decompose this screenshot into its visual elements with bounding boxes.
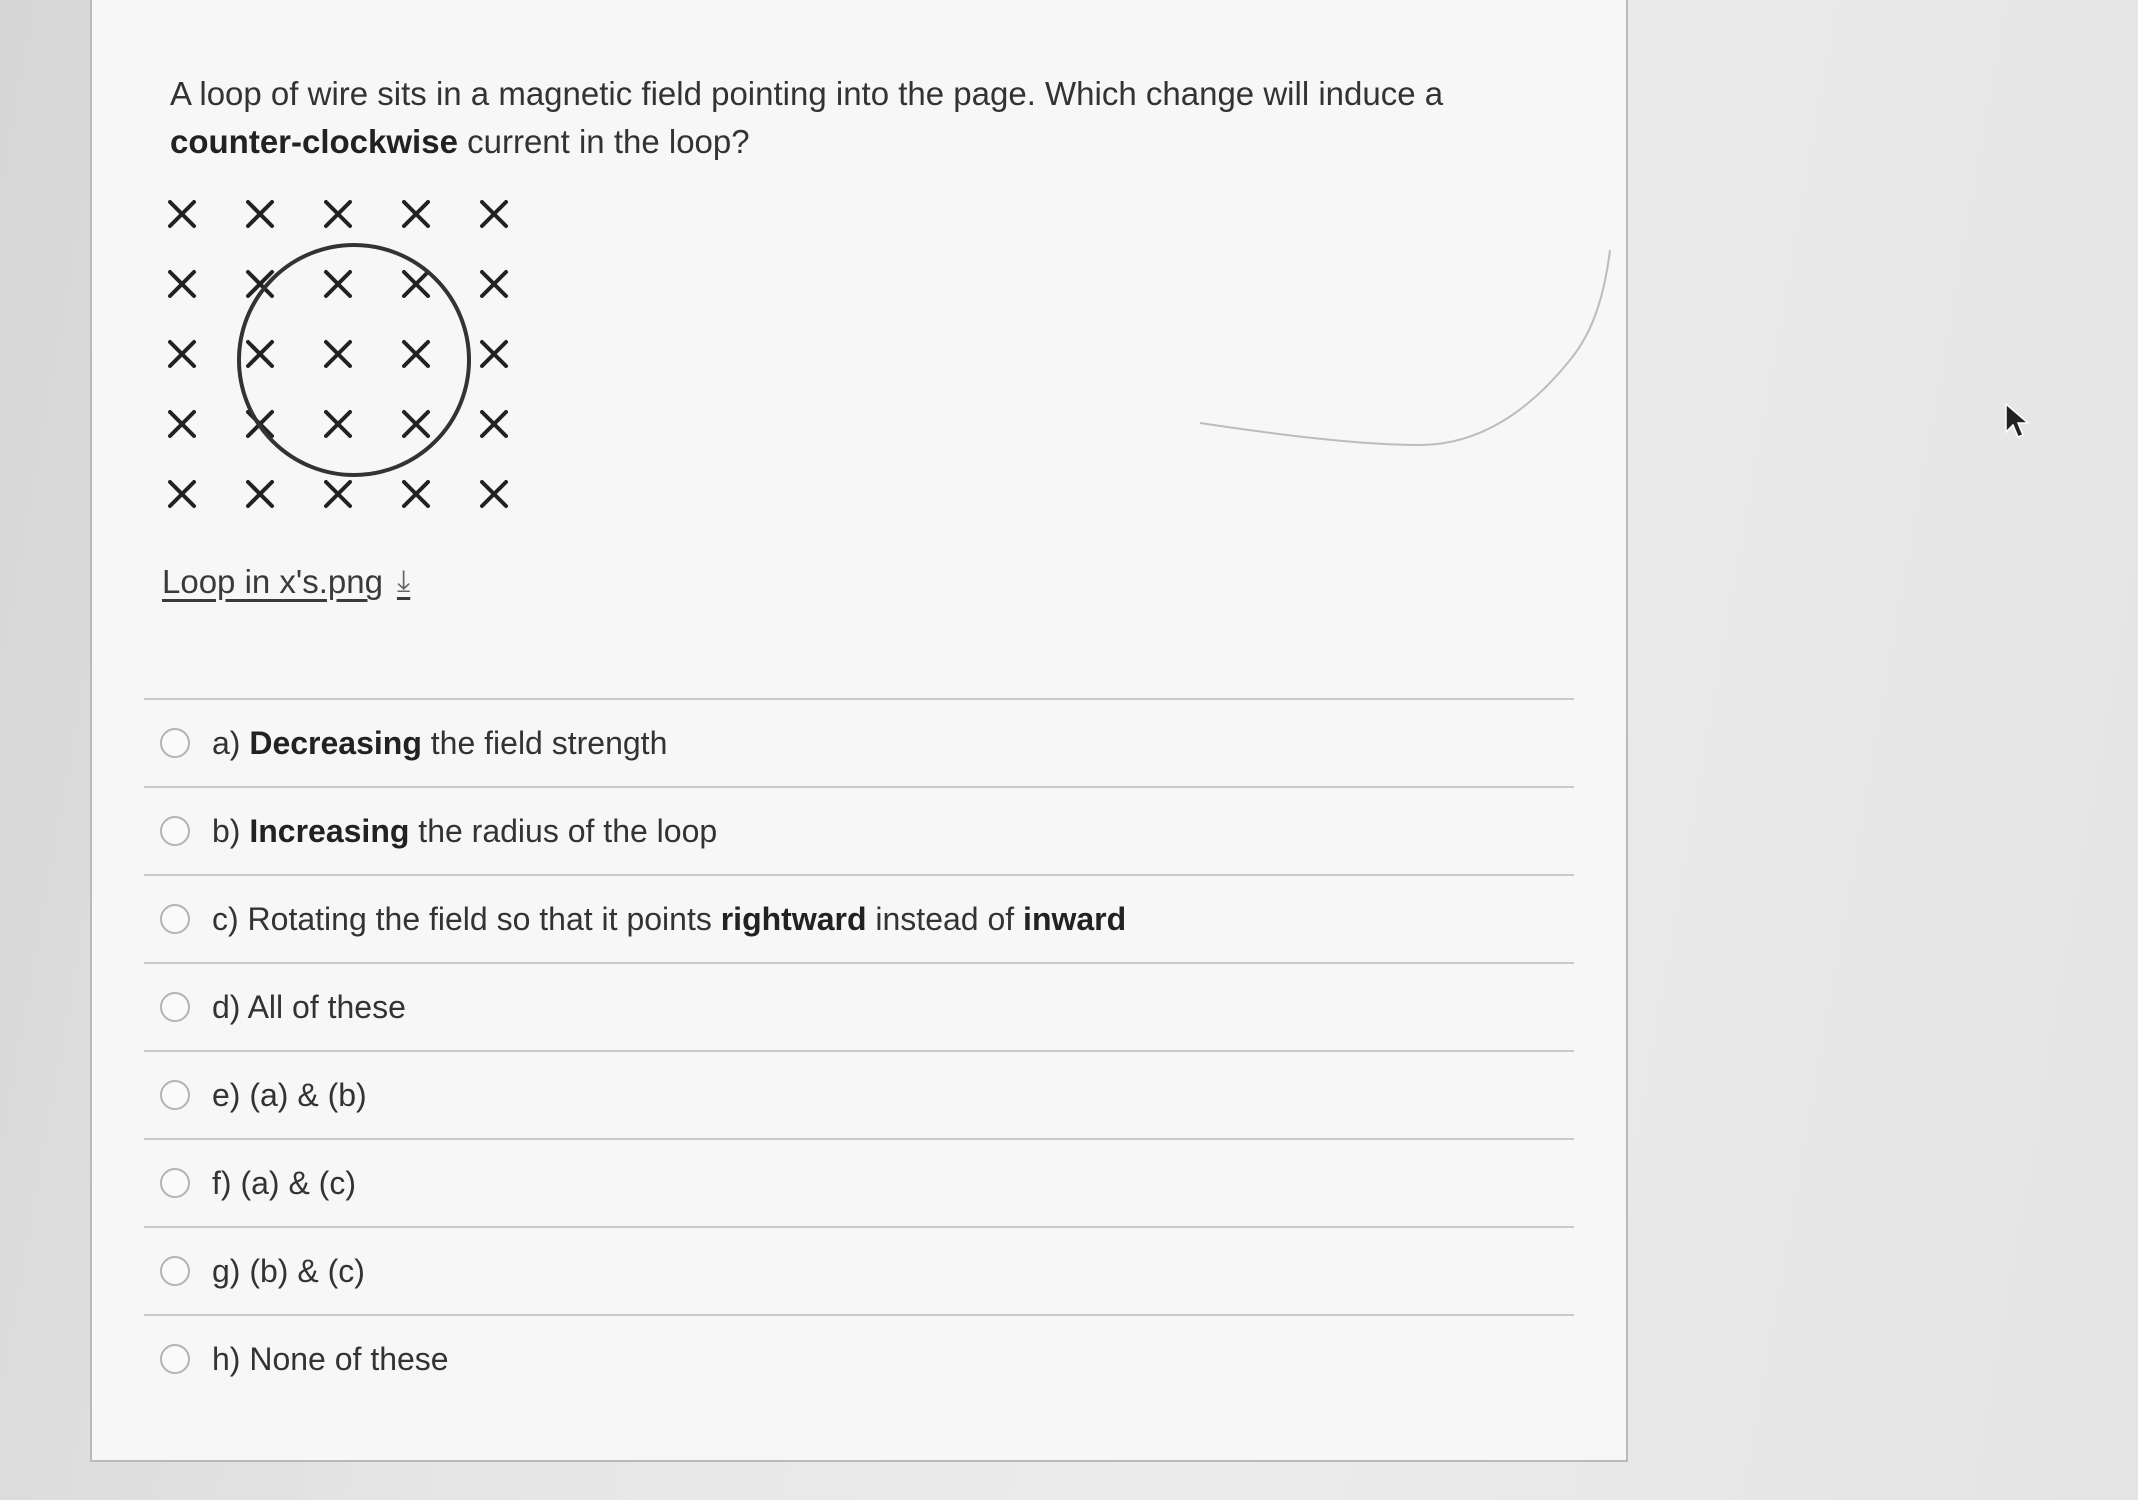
field-into-page-x-mark xyxy=(482,412,506,436)
radio-button-c[interactable] xyxy=(160,904,190,934)
field-into-page-x-mark xyxy=(326,342,350,366)
option-d[interactable] xyxy=(144,964,1574,1050)
download-icon[interactable]: ⤓ xyxy=(396,565,411,598)
radio-button-g[interactable] xyxy=(160,1256,190,1286)
field-into-page-x-mark xyxy=(170,482,194,506)
field-into-page-x-mark xyxy=(326,412,350,436)
option-d-label: d) All of these xyxy=(212,988,406,1025)
field-into-page-x-mark xyxy=(170,342,194,366)
field-into-page-x-mark xyxy=(404,412,428,436)
field-into-page-x-mark xyxy=(482,202,506,226)
radio-button-f[interactable] xyxy=(160,1168,190,1198)
option-b-label: b) Increasing the radius of the loop xyxy=(212,812,718,849)
option-b[interactable] xyxy=(144,788,1574,874)
option-f-label: f) (a) & (c) xyxy=(212,1164,356,1201)
radio-button-b[interactable] xyxy=(160,816,190,846)
answer-options xyxy=(144,698,1574,1402)
field-into-page-x-mark xyxy=(326,202,350,226)
option-h-label: h) None of these xyxy=(212,1340,449,1377)
attachment-link[interactable] xyxy=(162,563,410,601)
option-c-label: c) Rotating the field so that it points rightward instead of inward xyxy=(212,900,1127,937)
field-into-page-x-mark xyxy=(482,342,506,366)
attachment-filename[interactable]: Loop in x's.png xyxy=(162,563,383,600)
radio-button-d[interactable] xyxy=(160,992,190,1022)
magnetic-field-diagram xyxy=(156,188,536,528)
field-into-page-x-mark xyxy=(482,482,506,506)
question-part2: current in the loop? xyxy=(457,123,750,160)
field-into-page-x-mark xyxy=(248,482,272,506)
question-part1: A loop of wire sits in a magnetic field pointing into the page. Which change will induce a xyxy=(170,75,1444,112)
option-a-label: a) Decreasing the field strength xyxy=(212,724,668,761)
field-into-page-x-mark xyxy=(248,202,272,226)
question-text xyxy=(170,70,1530,166)
field-into-page-x-mark xyxy=(404,342,428,366)
option-g[interactable] xyxy=(144,1228,1574,1314)
option-g-label: g) (b) & (c) xyxy=(212,1252,365,1289)
option-e-label: e) (a) & (b) xyxy=(212,1076,367,1113)
radio-button-a[interactable] xyxy=(160,728,190,758)
option-a[interactable] xyxy=(144,700,1574,786)
field-into-page-x-mark xyxy=(404,202,428,226)
field-into-page-x-mark xyxy=(170,272,194,296)
question-bold: counter-clockwise xyxy=(170,123,458,160)
option-h[interactable] xyxy=(144,1316,1574,1402)
radio-button-h[interactable] xyxy=(160,1344,190,1374)
option-f[interactable] xyxy=(144,1140,1574,1226)
field-into-page-x-mark xyxy=(482,272,506,296)
field-into-page-x-mark xyxy=(404,482,428,506)
field-into-page-x-mark xyxy=(326,482,350,506)
field-into-page-x-mark xyxy=(170,202,194,226)
radio-button-e[interactable] xyxy=(160,1080,190,1110)
pen-mark xyxy=(1200,240,1620,460)
wire-loop xyxy=(239,245,469,475)
question-card xyxy=(90,0,1628,1462)
loop-in-field-figure xyxy=(156,188,536,533)
field-into-page-x-mark xyxy=(404,272,428,296)
mouse-cursor-icon xyxy=(2004,402,2034,442)
option-c[interactable] xyxy=(144,876,1574,962)
field-into-page-x-mark xyxy=(170,412,194,436)
field-into-page-x-mark xyxy=(326,272,350,296)
field-into-page-x-mark xyxy=(248,342,272,366)
option-e[interactable] xyxy=(144,1052,1574,1138)
